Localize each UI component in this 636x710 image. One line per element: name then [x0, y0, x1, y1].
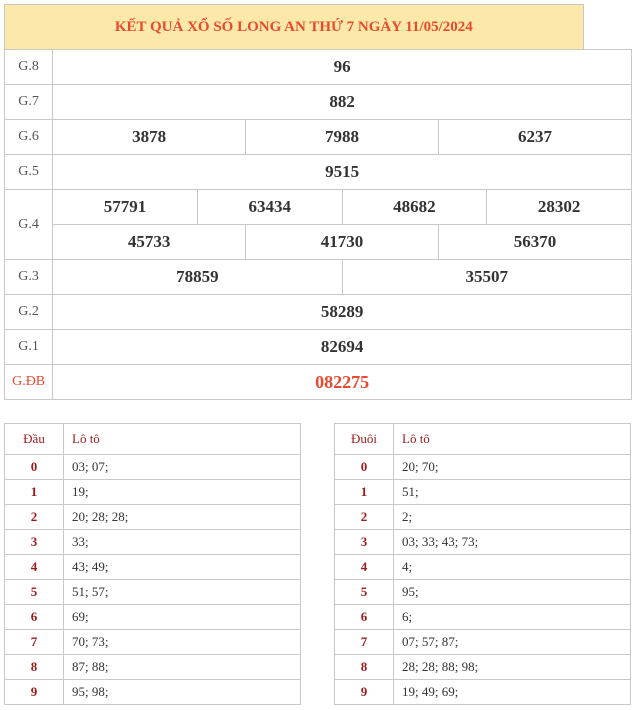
loto-key: 4	[335, 555, 394, 580]
loto-key: 6	[5, 605, 64, 630]
loto-values: 69;	[64, 605, 301, 630]
loto-key: 5	[5, 580, 64, 605]
loto-values: 28; 28; 88; 98;	[394, 655, 631, 680]
loto-values: 07; 57; 87;	[394, 630, 631, 655]
loto-row	[335, 530, 631, 555]
loto-row	[335, 630, 631, 655]
loto-values: 20; 28; 28;	[64, 505, 301, 530]
special-prize-number: 082275	[53, 365, 632, 400]
loto-values: 2;	[394, 505, 631, 530]
loto-values: 33;	[64, 530, 301, 555]
loto-key: 3	[5, 530, 64, 555]
special-prize-label: G.ĐB	[5, 365, 53, 400]
loto-values: 87; 88;	[64, 655, 301, 680]
prize-row-g3	[5, 260, 632, 295]
prize-number: 58289	[53, 295, 632, 330]
loto-values: 95;	[394, 580, 631, 605]
prize-row-g4-second	[5, 225, 632, 260]
loto-key: 2	[335, 505, 394, 530]
loto-row	[5, 605, 301, 630]
prize-label: G.6	[5, 120, 53, 155]
loto-key: 8	[335, 655, 394, 680]
prize-number: 3878	[53, 120, 246, 155]
loto-head-table	[4, 423, 301, 705]
prize-row-g5	[5, 155, 632, 190]
loto-row	[335, 505, 631, 530]
loto-values: 6;	[394, 605, 631, 630]
loto-key: 9	[5, 680, 64, 705]
prize-number: 48682	[342, 190, 487, 225]
loto-row	[5, 480, 301, 505]
prize-number: 882	[53, 85, 632, 120]
prize-label: G.8	[5, 50, 53, 85]
loto-row	[335, 580, 631, 605]
loto-col-head: Đầu	[5, 424, 64, 455]
prize-label: G.5	[5, 155, 53, 190]
loto-key: 1	[335, 480, 394, 505]
loto-row	[335, 605, 631, 630]
loto-row	[5, 680, 301, 705]
loto-tail-table	[334, 423, 631, 705]
prize-label: G.3	[5, 260, 53, 295]
loto-row	[335, 655, 631, 680]
loto-key: 3	[335, 530, 394, 555]
prize-number: 35507	[342, 260, 631, 295]
prize-number: 96	[53, 50, 632, 85]
prize-row-g4	[5, 190, 632, 225]
loto-values: 95; 98;	[64, 680, 301, 705]
prize-number: 78859	[53, 260, 342, 295]
prize-label: G.4	[5, 190, 53, 260]
loto-values: 43; 49;	[64, 555, 301, 580]
loto-row	[5, 655, 301, 680]
loto-row	[335, 555, 631, 580]
loto-key: 6	[335, 605, 394, 630]
prize-label: G.2	[5, 295, 53, 330]
prize-number: 41730	[246, 225, 439, 260]
loto-values: 19;	[64, 480, 301, 505]
loto-col-values: Lô tô	[64, 424, 301, 455]
loto-row	[5, 530, 301, 555]
loto-key: 7	[5, 630, 64, 655]
loto-key: 7	[335, 630, 394, 655]
loto-row	[5, 630, 301, 655]
loto-key: 1	[5, 480, 64, 505]
prize-row-g8	[5, 50, 632, 85]
results-table	[4, 4, 632, 400]
prize-number: 82694	[53, 330, 632, 365]
loto-header-row	[5, 424, 301, 455]
loto-row	[5, 505, 301, 530]
loto-row	[335, 455, 631, 480]
loto-row	[5, 555, 301, 580]
loto-key: 4	[5, 555, 64, 580]
prize-number: 6237	[438, 120, 631, 155]
prize-number: 57791	[53, 190, 198, 225]
prize-row-g6	[5, 120, 632, 155]
prize-number: 63434	[197, 190, 342, 225]
prize-number: 56370	[438, 225, 631, 260]
loto-col-values: Lô tô	[394, 424, 631, 455]
loto-values: 03; 07;	[64, 455, 301, 480]
loto-values: 20; 70;	[394, 455, 631, 480]
loto-row	[5, 455, 301, 480]
loto-row	[335, 480, 631, 505]
loto-col-tail: Đuôi	[335, 424, 394, 455]
prize-number: 9515	[53, 155, 632, 190]
loto-key: 0	[5, 455, 64, 480]
prize-number: 7988	[246, 120, 439, 155]
loto-header-row	[335, 424, 631, 455]
results-title: KẾT QUẢ XỔ SỐ LONG AN THỨ 7 NGÀY 11/05/2024	[5, 5, 584, 50]
loto-values: 03; 33; 43; 73;	[394, 530, 631, 555]
loto-row	[5, 580, 301, 605]
loto-key: 2	[5, 505, 64, 530]
loto-values: 51;	[394, 480, 631, 505]
prize-number: 45733	[53, 225, 246, 260]
prize-label: G.1	[5, 330, 53, 365]
prize-row-special	[5, 365, 632, 400]
loto-values: 70; 73;	[64, 630, 301, 655]
prize-row-g1	[5, 330, 632, 365]
loto-values: 19; 49; 69;	[394, 680, 631, 705]
loto-values: 4;	[394, 555, 631, 580]
loto-values: 51; 57;	[64, 580, 301, 605]
loto-key: 8	[5, 655, 64, 680]
loto-key: 9	[335, 680, 394, 705]
prize-number: 28302	[487, 190, 632, 225]
prize-label: G.7	[5, 85, 53, 120]
loto-row	[335, 680, 631, 705]
loto-key: 5	[335, 580, 394, 605]
prize-row-g2	[5, 295, 632, 330]
prize-row-g7	[5, 85, 632, 120]
loto-key: 0	[335, 455, 394, 480]
